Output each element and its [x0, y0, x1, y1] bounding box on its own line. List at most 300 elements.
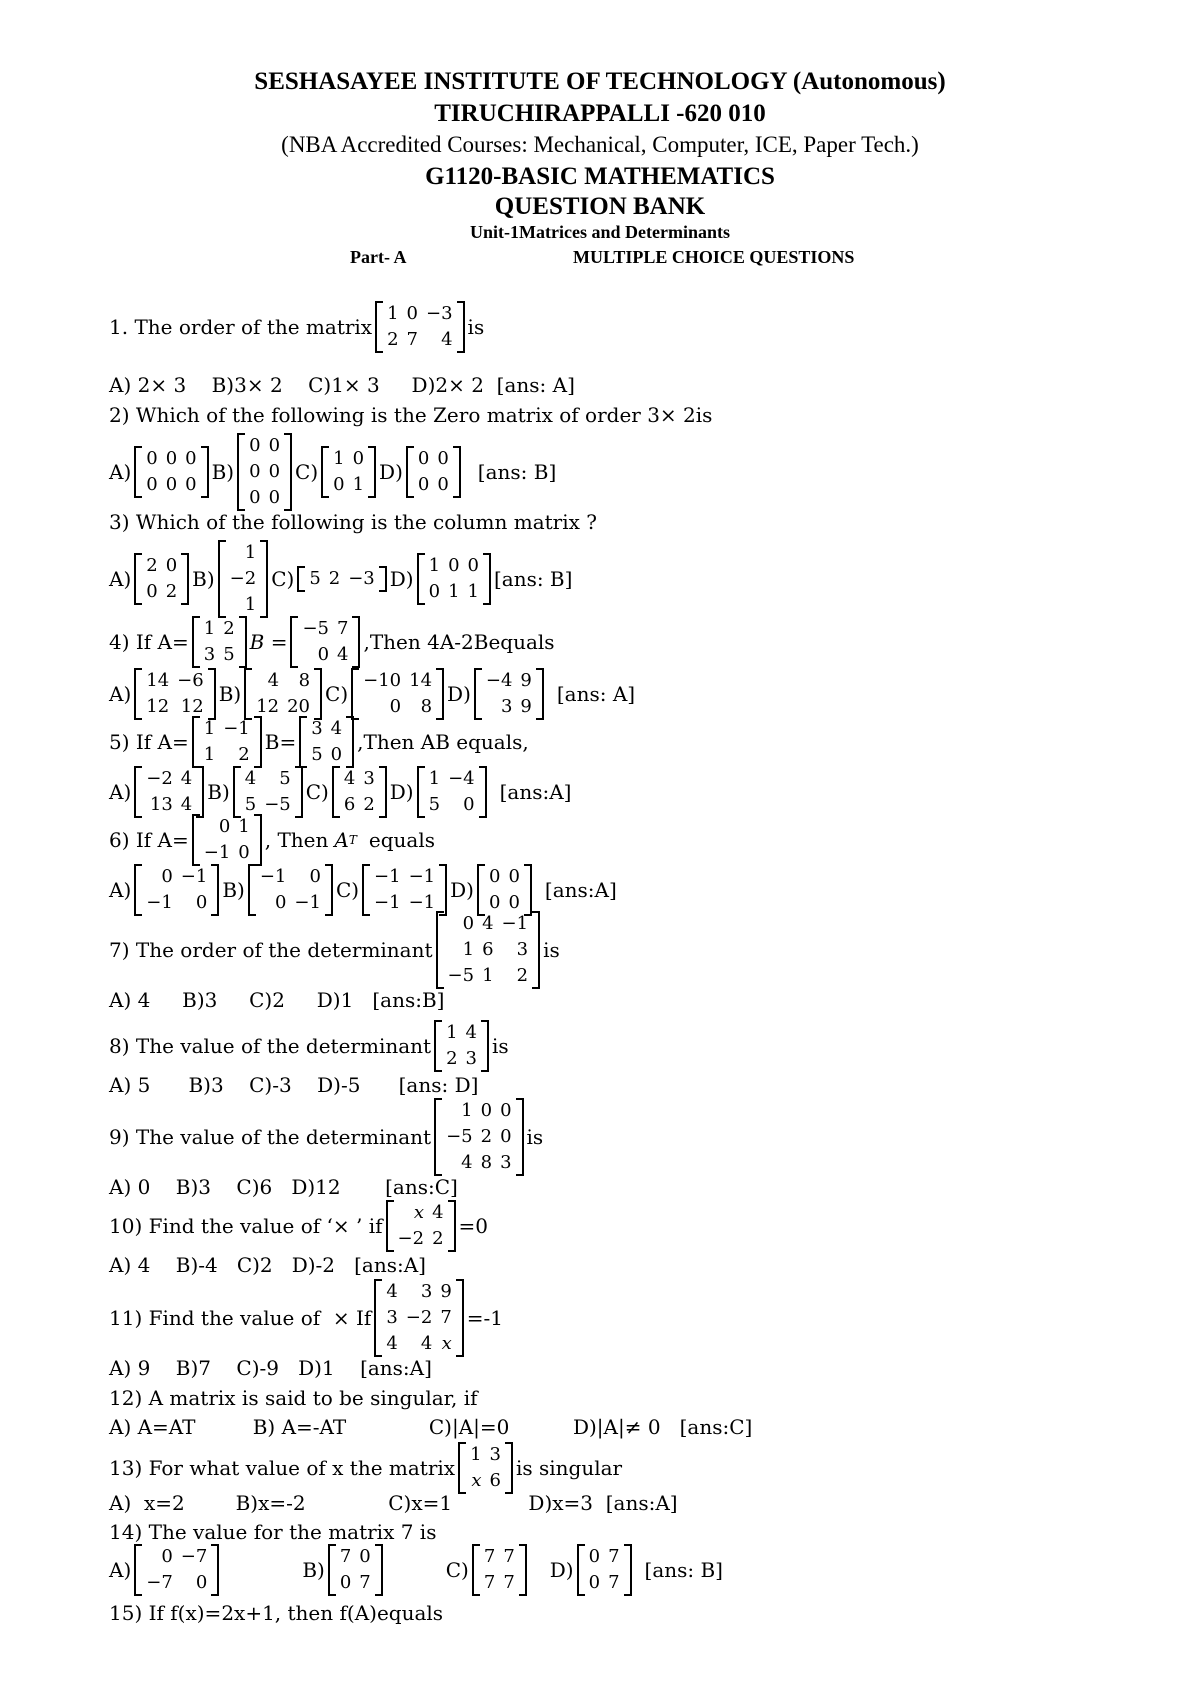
option-b-label: B): [211, 460, 235, 484]
matrix-entry: 0: [185, 474, 197, 495]
option-b-label: B): [218, 682, 242, 706]
matrix: [375, 301, 464, 353]
question-15: [109, 1598, 443, 1628]
option-a-label: A): [109, 682, 132, 706]
right-bracket: [453, 446, 461, 498]
question-tail: =-1: [466, 1306, 504, 1330]
matrix-entry: −1: [146, 892, 173, 913]
question-stem: 4) If A=: [109, 630, 189, 654]
right-bracket: [483, 553, 491, 605]
right-bracket: [379, 766, 387, 818]
right-bracket: [457, 301, 465, 353]
matrix-entry: 0: [185, 448, 197, 469]
section-label: MULTIPLE CHOICE QUESTIONS: [573, 247, 855, 267]
matrix-entry: 8: [298, 670, 311, 691]
determinant: [386, 1200, 456, 1252]
matrix-entry: 4: [420, 1333, 433, 1354]
matrix-entry: 2: [165, 581, 178, 602]
matrix-entry: −1: [501, 913, 529, 934]
matrix-entry: 3: [386, 1307, 398, 1328]
question-6: [109, 812, 435, 868]
matrix-entry: 6: [489, 1470, 501, 1491]
matrix-entry: 1: [470, 1444, 482, 1465]
question-tail: is: [526, 1125, 544, 1149]
question-3-options: [109, 537, 572, 621]
options-line: A) A=AT B) A=-AT C)|A|=0 D)|A|≠ 0 [ans:C]: [109, 1415, 753, 1439]
matrix-entry: 0: [359, 1546, 371, 1567]
matrix-entry: 2: [363, 794, 375, 815]
matrix-entry: 13: [149, 794, 173, 815]
left-bracket: [321, 446, 329, 498]
question-stem: 2) Which of the following is the Zero matrix of order 3× 2is: [109, 403, 713, 427]
matrix-entry: 0: [417, 474, 430, 495]
matrix-entry: x: [413, 1202, 425, 1223]
matrix-entry: x: [471, 1470, 482, 1491]
left-bracket: [192, 814, 200, 866]
option-b-matrix: [218, 540, 269, 618]
matrix-a: [192, 616, 247, 668]
question-stem: 8) The value of the determinant: [109, 1034, 432, 1058]
matrix-entry: 7: [503, 1572, 515, 1593]
determinant: [374, 1279, 463, 1357]
matrix-entry: 1: [203, 744, 216, 765]
matrix-entry: 0: [448, 555, 460, 576]
option-a-matrix: [134, 668, 215, 720]
matrix-entry: 2: [146, 555, 158, 576]
matrix-entry: 1: [244, 542, 257, 563]
matrix-entry: −1: [408, 892, 436, 913]
question-tail: is: [491, 1034, 509, 1058]
option-a-matrix: [134, 1544, 219, 1596]
question-1-options: [109, 370, 575, 400]
left-bracket: [351, 668, 359, 720]
matrix-entry: x: [441, 1333, 452, 1354]
question-1: [109, 300, 484, 354]
matrix-entry: 1: [203, 618, 216, 639]
matrix-entry: 2: [238, 744, 250, 765]
question-tail: ,Then AB equals,: [357, 730, 529, 754]
matrix-entry: 0: [417, 448, 430, 469]
left-bracket: [434, 1020, 442, 1072]
matrix-entry: 7: [339, 1546, 352, 1567]
variable-a: A: [334, 828, 349, 852]
matrix-entry: 3: [311, 718, 323, 739]
option-b-matrix: [237, 433, 292, 511]
matrix-entry: 2: [328, 568, 341, 589]
left-bracket: [134, 446, 142, 498]
matrix-entry: −1: [180, 866, 208, 887]
matrix-entry: 0: [389, 696, 402, 717]
right-bracket: [436, 668, 444, 720]
right-bracket: [624, 1544, 632, 1596]
matrix-entry: 0: [588, 1546, 601, 1567]
question-8: [109, 1018, 509, 1074]
matrix-entry: 0: [330, 744, 343, 765]
question-12-options: [109, 1412, 752, 1442]
option-d-label: D): [379, 460, 403, 484]
option-c-label: C): [325, 682, 349, 706]
option-a-label: A): [109, 460, 132, 484]
right-bracket: [448, 1200, 456, 1252]
question-9: [109, 1095, 543, 1179]
matrix-entry: 0: [249, 487, 261, 508]
option-c-matrix: [351, 668, 444, 720]
institute-name: SESHASAYEE INSTITUTE OF TECHNOLOGY (Autonomous): [254, 68, 946, 95]
right-bracket: [456, 1279, 464, 1357]
matrix-entry: 0: [268, 435, 281, 456]
matrix-a: [192, 716, 262, 768]
matrix-b: [290, 616, 360, 668]
matrix-entry: 3: [465, 1048, 477, 1069]
matrix-entry: 2: [446, 1048, 458, 1069]
option-a-label: A): [109, 567, 132, 591]
matrix-entry: 0: [500, 1100, 512, 1121]
option-b-matrix: [328, 1544, 383, 1596]
matrix-entry: −5: [446, 1126, 473, 1147]
question-2-options: [109, 430, 556, 514]
determinant: [434, 1098, 523, 1176]
matrix-entry: 7: [359, 1572, 371, 1593]
question-stem: 10) Find the value of ‘× ’ if: [109, 1214, 383, 1238]
matrix-entry: 0: [406, 303, 418, 324]
question-stem: 3) Which of the following is the column matrix ?: [109, 510, 597, 534]
matrix-entry: 4: [343, 768, 356, 789]
matrix-entry: 2: [432, 1228, 444, 1249]
answer-key: [ans: B]: [644, 1558, 723, 1582]
option-d-matrix: [417, 553, 491, 605]
matrix-entry: 4: [180, 768, 193, 789]
determinant: [434, 1020, 489, 1072]
option-d-matrix: [474, 668, 544, 720]
matrix-entry: 0: [146, 581, 158, 602]
right-bracket: [536, 668, 544, 720]
left-bracket: [434, 1098, 442, 1176]
matrix-entry: 20: [287, 696, 311, 717]
option-a-label: A): [109, 780, 132, 804]
left-bracket: [374, 1279, 382, 1357]
right-bracket: [260, 540, 268, 618]
question-14-options: [109, 1542, 723, 1598]
matrix-entry: −3: [426, 303, 453, 324]
matrix-entry: −6: [177, 670, 204, 691]
right-bracket: [368, 446, 376, 498]
right-bracket: [532, 911, 540, 989]
matrix-entry: 2: [516, 965, 529, 986]
matrix-entry: 0: [218, 816, 231, 837]
matrix-entry: 7: [483, 1572, 496, 1593]
right-bracket: [284, 433, 292, 511]
matrix-entry: 4: [432, 1202, 444, 1223]
option-d-label: D): [450, 878, 474, 902]
option-c-label: C): [295, 460, 319, 484]
matrix-entry: 0: [317, 644, 330, 665]
matrix-entry: 1: [448, 581, 460, 602]
left-bracket: [134, 668, 142, 720]
left-bracket: [474, 668, 482, 720]
matrix-entry: −4: [485, 670, 513, 691]
right-bracket: [254, 716, 262, 768]
left-bracket: [406, 446, 414, 498]
option-d-label: D): [389, 567, 414, 591]
doc-type: QUESTION BANK: [494, 193, 706, 220]
question-4: [109, 614, 555, 670]
options-line: A) 5 B)3 C)-3 D)-5 [ans: D]: [109, 1073, 479, 1097]
matrix-entry: 1: [482, 965, 494, 986]
matrix-entry: 1: [387, 303, 399, 324]
matrix-entry: 0: [161, 1546, 173, 1567]
left-bracket: [192, 716, 200, 768]
matrix-entry: 4: [244, 768, 257, 789]
matrix-entry: 0: [437, 474, 449, 495]
matrix-entry: 4: [461, 1152, 473, 1173]
matrix-entry: 0: [195, 892, 208, 913]
matrix-entry: 9: [520, 670, 532, 691]
matrix-entry: 0: [161, 866, 173, 887]
matrix-entry: 0: [463, 794, 475, 815]
right-bracket: [346, 716, 354, 768]
matrix-entry: 0: [165, 448, 178, 469]
matrix-entry: 8: [480, 1152, 493, 1173]
transpose-sup: T: [348, 833, 357, 847]
matrix-entry: −1: [259, 866, 287, 887]
matrix-entry: 0: [238, 842, 250, 863]
question-tail: is: [543, 938, 560, 962]
question-stem: 7) The order of the determinant: [109, 938, 433, 962]
question-stem: 9) The value of the determinant: [109, 1125, 432, 1149]
left-bracket: [290, 616, 298, 668]
matrix-entry: 0: [274, 892, 287, 913]
question-7-options: [109, 985, 445, 1015]
matrix-entry: 5: [244, 794, 257, 815]
matrix-entry: −3: [348, 568, 375, 589]
answer-key: [ans:A]: [544, 878, 617, 902]
matrix-entry: −5: [264, 794, 291, 815]
matrix-entry: 0: [508, 866, 520, 887]
options-line: A) 4 B)-4 C)2 D)-2 [ans:A]: [109, 1253, 426, 1277]
matrix-entry: 7: [503, 1546, 515, 1567]
matrix-entry: −7: [146, 1572, 173, 1593]
left-bracket: [134, 766, 142, 818]
accreditation-line: (NBA Accredited Courses: Mechanical, Computer, ICE, Paper Tech.): [281, 132, 919, 157]
matrix-entry: 0: [249, 461, 261, 482]
matrix-entry: 0: [428, 581, 441, 602]
option-c-label: C): [445, 1558, 469, 1582]
matrix-entry: 4: [465, 1022, 477, 1043]
option-a-label: A): [109, 1558, 132, 1582]
left-bracket: [577, 1544, 585, 1596]
question-5: [109, 714, 529, 770]
left-bracket: [436, 911, 444, 989]
right-bracket: [239, 616, 247, 668]
right-bracket: [516, 1098, 524, 1176]
matrix-a: [192, 814, 262, 866]
matrix-entry: −10: [363, 670, 402, 691]
matrix-entry: 0: [488, 892, 501, 913]
option-b-matrix: [244, 668, 322, 720]
matrix-entry: 3: [500, 696, 513, 717]
matrix-entry: 0: [508, 892, 520, 913]
matrix-entry: −1: [374, 892, 401, 913]
question-11-options: [109, 1353, 432, 1383]
matrix-entry: 1: [467, 581, 479, 602]
right-bracket: [201, 446, 209, 498]
option-d-label: D): [447, 682, 471, 706]
matrix-entry: 1: [428, 555, 441, 576]
right-bracket: [479, 766, 487, 818]
matrix-entry: 14: [146, 670, 170, 691]
matrix-entry: 0: [309, 866, 321, 887]
option-b-label: B): [207, 780, 230, 804]
institute-city: TIRUCHIRAPPALLI -620 010: [434, 100, 766, 127]
matrix-entry: 9: [520, 696, 532, 717]
matrix-entry: 0: [333, 474, 345, 495]
matrix-entry: 1: [352, 474, 365, 495]
option-d-label: D): [389, 780, 414, 804]
matrix-entry: 7: [483, 1546, 496, 1567]
matrix-entry: 0: [339, 1572, 352, 1593]
matrix-entry: 7: [608, 1546, 620, 1567]
matrix-entry: 9: [440, 1281, 452, 1302]
option-a-matrix: [134, 766, 204, 818]
matrix-entry: 0: [352, 448, 365, 469]
left-bracket: [386, 1200, 394, 1252]
option-c-matrix: [297, 566, 386, 592]
matrix-entry: 0: [480, 1100, 493, 1121]
options-line: A) 0 B)3 C)6 D)12 [ans:C]: [109, 1175, 458, 1199]
question-stem: 11) Find the value of × If: [109, 1306, 372, 1330]
answer-key: [ans: B]: [493, 567, 573, 591]
matrix-entry: 0: [195, 1572, 208, 1593]
matrix-entry: 6: [343, 794, 356, 815]
matrix-entry: 14: [409, 670, 433, 691]
option-c-label: C): [305, 780, 329, 804]
question-mid: B =: [249, 630, 288, 654]
matrix-entry: 1: [333, 448, 345, 469]
question-tail: is singular: [515, 1456, 623, 1480]
matrix-entry: 7: [440, 1307, 452, 1328]
matrix-entry: −2: [146, 768, 173, 789]
matrix-entry: 2: [387, 329, 399, 350]
question-tail: =0: [458, 1214, 488, 1238]
matrix-entry: −7: [180, 1546, 208, 1567]
matrix-entry: 1: [461, 1100, 473, 1121]
options-line: A) 2× 3 B)3× 2 C)1× 3 D)2× 2 [ans: A]: [109, 373, 575, 397]
option-a-matrix: [134, 446, 208, 498]
right-bracket: [505, 1442, 513, 1494]
question-stem: 1. The order of the matrix: [109, 315, 373, 339]
option-c-matrix: [472, 1544, 527, 1596]
matrix-entry: 2: [480, 1126, 493, 1147]
matrix-entry: 0: [588, 1572, 601, 1593]
matrix-entry: −5: [447, 965, 475, 986]
left-bracket: [472, 1544, 480, 1596]
matrix-entry: −1: [294, 892, 321, 913]
left-bracket: [299, 716, 307, 768]
right-bracket: [375, 1544, 383, 1596]
question-2: [109, 400, 712, 430]
matrix-entry: 3: [420, 1281, 433, 1302]
matrix-entry: 0: [462, 913, 475, 934]
question-stem: 12) A matrix is said to be singular, if: [109, 1386, 478, 1410]
matrix-entry: 0: [146, 448, 158, 469]
matrix-entry: 4: [386, 1281, 398, 1302]
matrix-entry: 4: [386, 1333, 398, 1354]
question-tail: , Then: [264, 828, 329, 852]
matrix-entry: 12: [146, 696, 170, 717]
matrix-entry: 3: [516, 939, 529, 960]
options-line: A) x=2 B)x=-2 C)x=1 D)x=3 [ans:A]: [109, 1491, 678, 1515]
right-bracket: [379, 566, 387, 592]
matrix-entry: 4: [180, 794, 193, 815]
answer-key: [ans:A]: [499, 780, 572, 804]
matrix-entry: 4: [441, 329, 453, 350]
matrix-entry: 3: [363, 768, 375, 789]
left-bracket: [417, 766, 425, 818]
matrix: [458, 1442, 513, 1494]
matrix-entry: 6: [482, 939, 494, 960]
question-stem: 6) If A=: [109, 828, 189, 852]
question-tail: is: [467, 315, 485, 339]
option-d-matrix: [577, 1544, 632, 1596]
option-a-matrix: [134, 553, 189, 605]
matrix-entry: −5: [302, 618, 330, 639]
question-stem: 14) The value for the matrix 7 is: [109, 1520, 437, 1544]
option-d-label: D): [549, 1558, 574, 1582]
right-bracket: [208, 668, 216, 720]
question-3: [109, 507, 597, 537]
matrix-entry: 5: [428, 794, 441, 815]
matrix-entry: 8: [420, 696, 433, 717]
question-stem: 15) If f(x)=2x+1, then f(A)equals: [109, 1601, 444, 1625]
right-bracket: [196, 766, 204, 818]
matrix-entry: 1: [428, 768, 441, 789]
matrix-entry: 0: [146, 474, 158, 495]
matrix-entry: −1: [223, 718, 250, 739]
matrix-entry: 4: [337, 644, 349, 665]
option-b-label: B): [192, 567, 215, 591]
part-label: Part- A: [350, 247, 407, 267]
matrix-entry: 3: [500, 1152, 512, 1173]
matrix-entry: −2: [405, 1307, 433, 1328]
matrix-entry: 0: [165, 474, 178, 495]
right-bracket: [481, 1020, 489, 1072]
option-b-label: B): [302, 1558, 325, 1582]
option-c-matrix: [332, 766, 387, 818]
answer-key: [ans: A]: [556, 682, 636, 706]
question-tail: ,Then 4A-2Bequals: [363, 630, 555, 654]
unit-title: Unit-1Matrices and Determinants: [470, 222, 730, 242]
question-mid: B=: [264, 730, 297, 754]
matrix-entry: 0: [488, 866, 501, 887]
right-bracket: [352, 616, 360, 668]
matrix-entry: 3: [203, 644, 216, 665]
matrix-entry: 0: [437, 448, 449, 469]
matrix-entry: 1: [244, 594, 257, 615]
matrix-entry: 0: [249, 435, 261, 456]
left-bracket: [458, 1442, 466, 1494]
matrix-entry: 4: [482, 913, 494, 934]
matrix-entry: 1: [446, 1022, 458, 1043]
left-bracket: [233, 766, 241, 818]
matrix-entry: 0: [500, 1126, 512, 1147]
left-bracket: [134, 553, 142, 605]
matrix-entry: 4: [330, 718, 343, 739]
option-c-matrix: [321, 446, 376, 498]
matrix-entry: 5: [311, 744, 323, 765]
option-d-matrix: [406, 446, 461, 498]
left-bracket: [332, 766, 340, 818]
question-12: [109, 1383, 478, 1413]
